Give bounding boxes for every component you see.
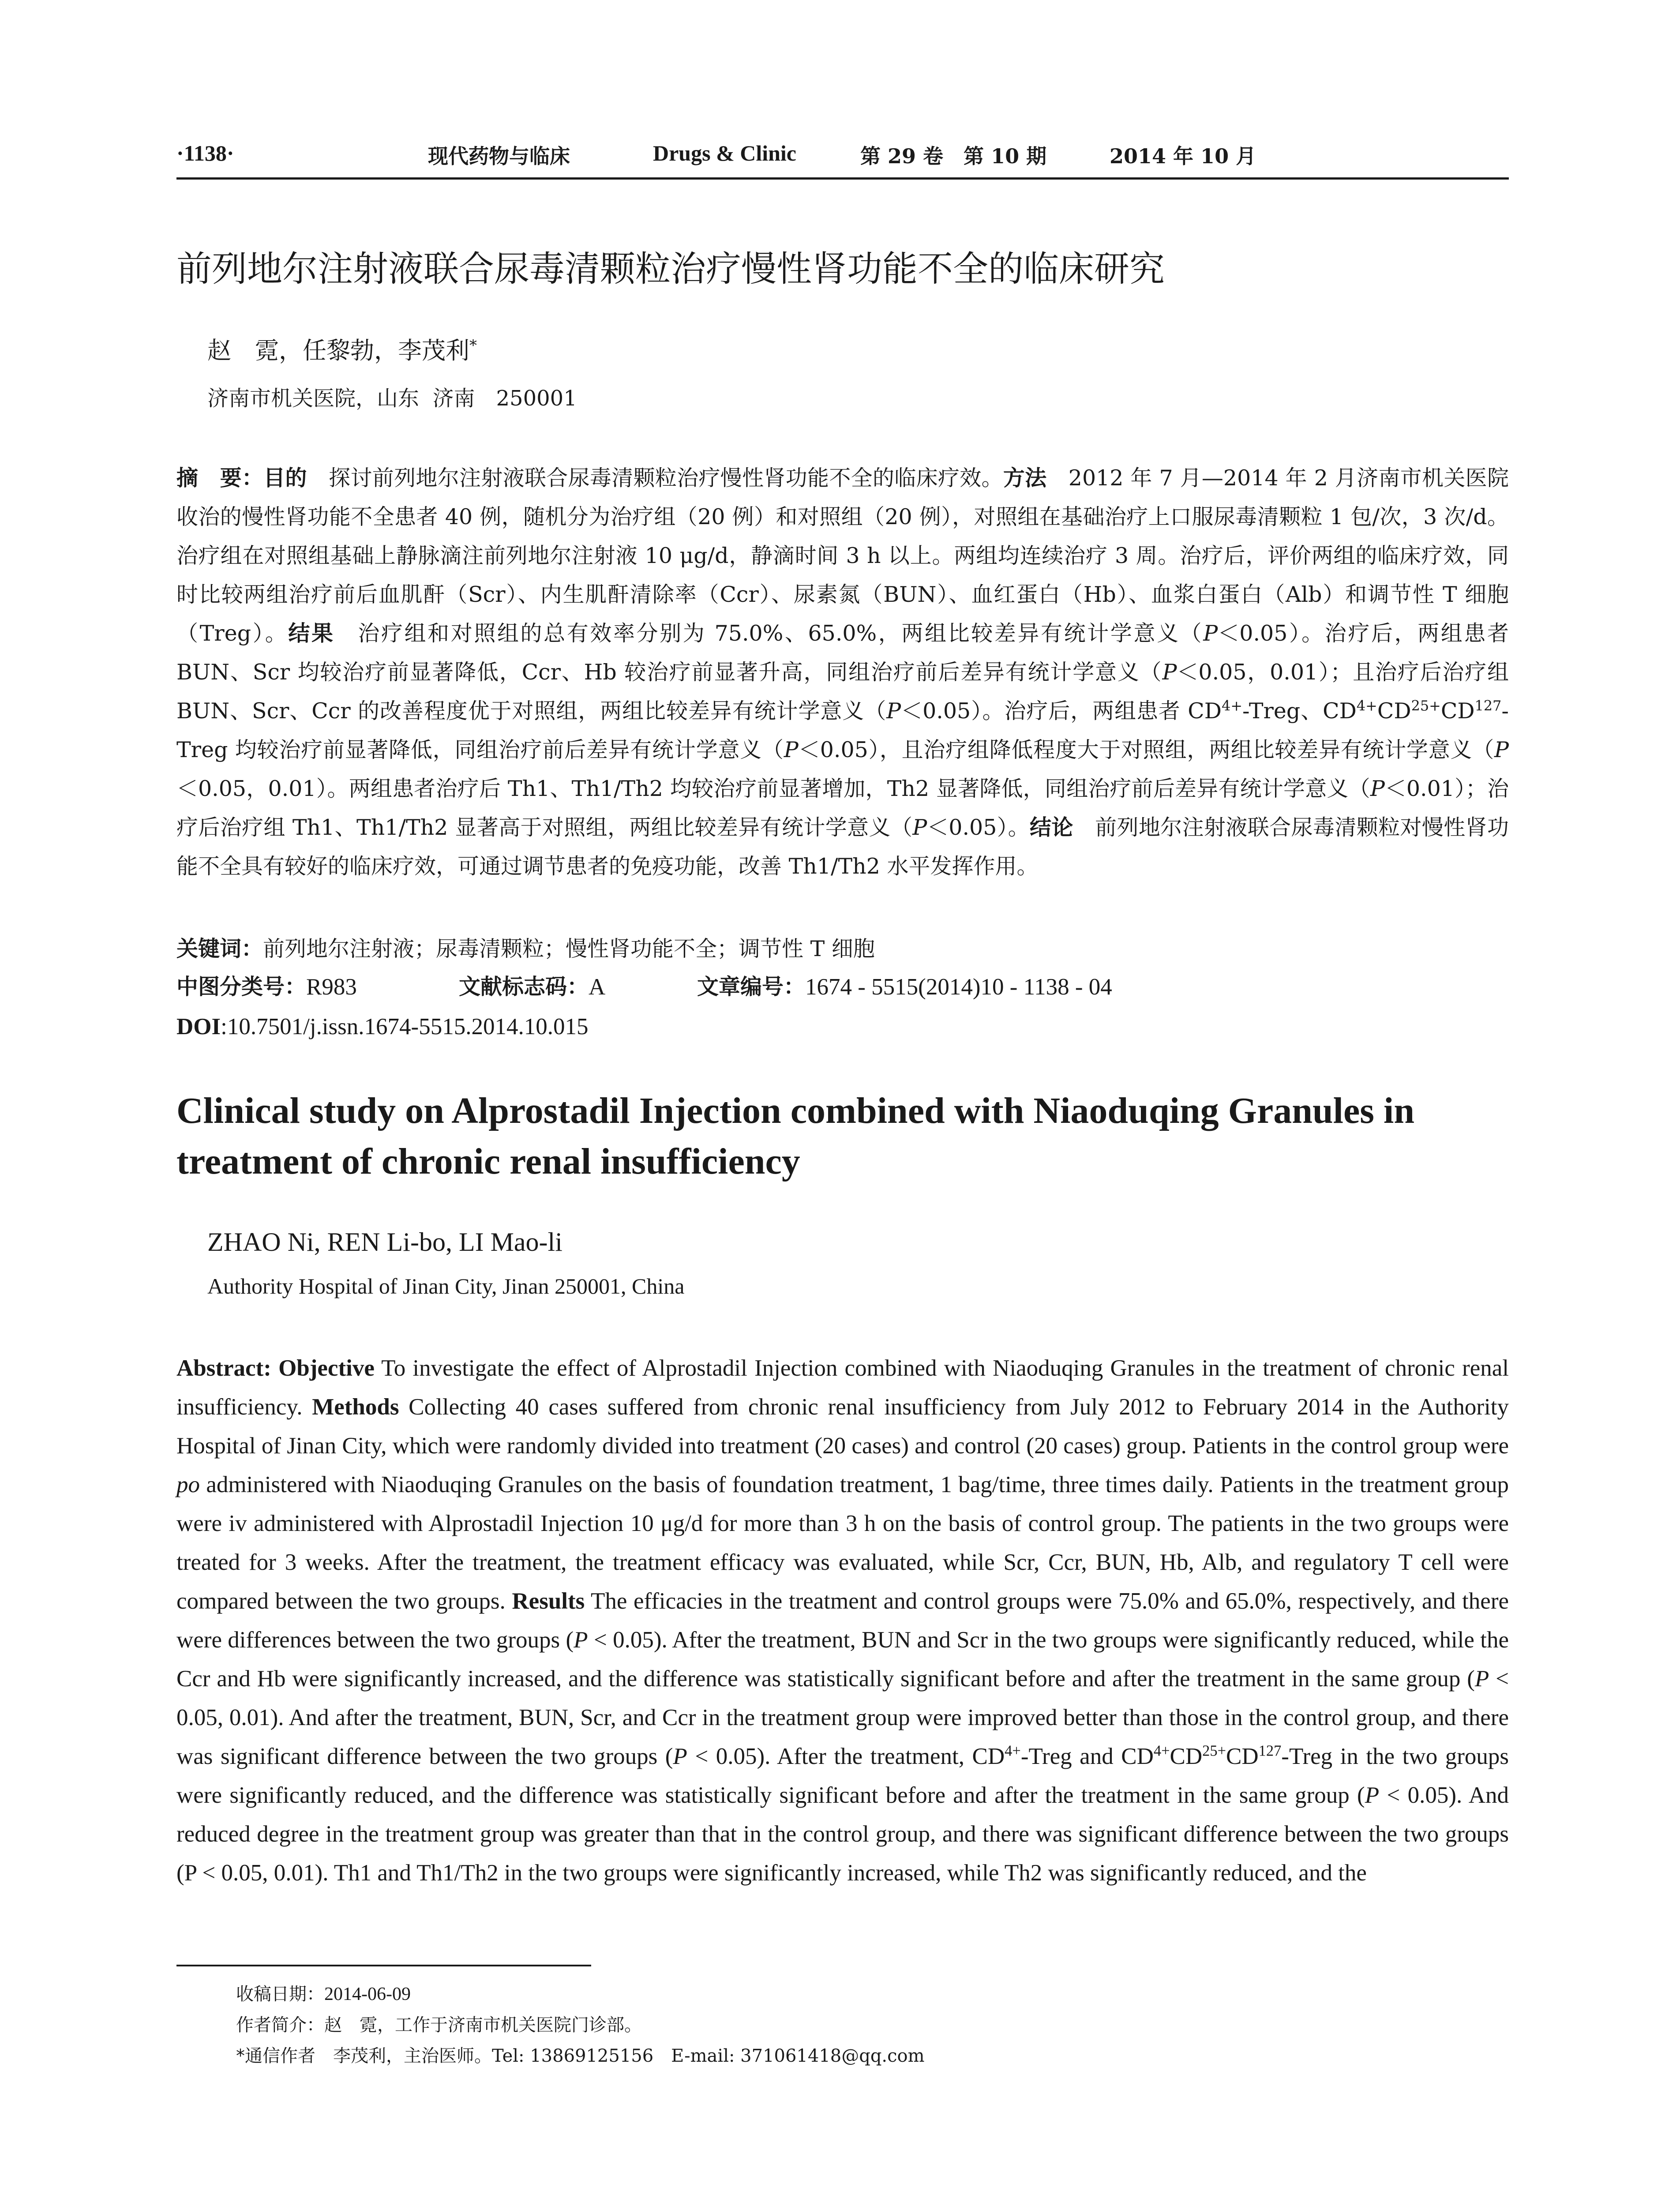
- cn-results-text: ＜0.05），且治疗组降低程度大于对照组，两组比较差异有统计学意义（: [798, 737, 1494, 762]
- p-symbol: P: [1494, 737, 1509, 762]
- article-no-field: [697, 969, 1112, 1005]
- page-number: ·1138·: [176, 141, 234, 165]
- issue-date: 2014 年 10 月: [1110, 144, 1256, 168]
- bio-label: 作者简介：: [236, 2015, 324, 2035]
- cn-results-text: -Treg 均较治疗前显著降低，同组治疗前后差异有统计学意义（: [176, 698, 1509, 762]
- received-date: 2014-06-09: [324, 1984, 411, 2004]
- cn-conclusion-label: 结论: [1030, 815, 1073, 840]
- header-rule: [176, 177, 1509, 180]
- superscript: 127: [1474, 697, 1502, 714]
- p-symbol: P: [912, 815, 927, 840]
- cn-affiliation: 济南市机关医院，山东 济南 250001: [207, 386, 577, 411]
- cn-abstract: [176, 459, 1509, 886]
- en-authors: ZHAO Ni, REN Li-bo, LI Mao-li: [207, 1227, 562, 1257]
- journal-name-en: Drugs & Clinic: [653, 141, 796, 165]
- p-symbol: P: [1365, 1782, 1380, 1808]
- en-results-label: Results: [512, 1588, 585, 1614]
- superscript: 4+: [1005, 1742, 1021, 1760]
- p-symbol: P: [1370, 776, 1385, 801]
- running-header: [176, 140, 1509, 171]
- corresponding-text: 李茂利，主治医师。Tel: 13869125156 E-mail: 371061418@qq.com: [315, 2046, 925, 2066]
- p-symbol: P: [784, 737, 799, 762]
- en-methods-label: Methods: [312, 1394, 399, 1420]
- superscript: 4+: [1153, 1742, 1170, 1760]
- superscript: 4+: [1356, 697, 1377, 714]
- en-abstract-label: Abstract:: [176, 1355, 271, 1381]
- en-results-text: < 0.05). And reduced degree in the treatment group was greater than that in the control group, and there was significant difference between the two groups (P < 0.05, 0.01). Th1 and Th1/Th2 in the two groups were significantly increased, while Th2 was significantly reduced, and the: [176, 1782, 1509, 1886]
- en-results-text: The efficacies in the treatment and control groups were 75.0% and 65.0%, respectively, and there were differences between the two groups (: [176, 1588, 1509, 1653]
- clc-field: [176, 969, 357, 1005]
- superscript: 127: [1258, 1742, 1282, 1760]
- en-results-text: < 0.05, 0.01). And after the treatment, BUN, Scr, and Ccr in the treatment group were improved better than those in the control group, and there was significant difference between the two groups (: [176, 1666, 1509, 1769]
- en-objective-label: Objective: [278, 1355, 375, 1381]
- en-abstract: [176, 1349, 1509, 1892]
- doi-label: DOI: [176, 1014, 221, 1039]
- cn-results-text: ＜0.05，0.01）；且治疗后治疗组 BUN、Scr、Ccr 的改善程度优于对照组，两组比较差异有统计学意义（: [176, 660, 1509, 724]
- footnote-corresponding: [236, 2043, 925, 2069]
- en-methods-text: administered with Niaoduqing Granules on the basis of foundation treatment, 1 bag/time, three times daily. Patients in the treatment group were iv administered with Alprostadil Injection 10 μg/d for more than 3 h on the basis of control group. The patients in the two groups were treated for 3 weeks. After the treatment, the treatment efficacy was evaluated, while Scr, Ccr, BUN, Hb, Alb, and regulatory T cell were compared between the two groups.: [176, 1472, 1509, 1614]
- p-symbol: P: [1203, 621, 1218, 646]
- bio-text: 赵 霓，工作于济南市机关医院门诊部。: [324, 2015, 642, 2035]
- article-no-value: 1674 - 5515(2014)10 - 1138 - 04: [805, 974, 1112, 1000]
- clc-value: R983: [306, 974, 357, 1000]
- received-label: 收稿日期：: [236, 1984, 324, 2004]
- clc-label: 中图分类号：: [176, 974, 307, 999]
- po-term: po: [176, 1472, 200, 1497]
- en-results-text: CD: [1226, 1744, 1259, 1769]
- cn-keywords: [176, 930, 1509, 968]
- article-no-label: 文章编号：: [697, 974, 806, 999]
- en-results-text: < 0.05). After the treatment, CD: [687, 1744, 1005, 1769]
- corresponding-mark: *: [469, 337, 477, 354]
- cn-results-text: CD: [1440, 698, 1475, 724]
- cn-results-text: ＜0.01）；治疗后治疗组 Th1、Th1/Th2 显著高于对照组，两组比较差异有统计学意义（: [176, 776, 1509, 840]
- cn-authors: [207, 333, 477, 368]
- p-symbol: P: [673, 1744, 687, 1769]
- cn-abstract-label: 摘 要：: [176, 465, 264, 491]
- doi-value[interactable]: :10.7501/j.issn.1674-5515.2014.10.015: [221, 1014, 589, 1039]
- footnote-received: [236, 1981, 411, 2007]
- cn-results-text: -Treg、CD: [1242, 698, 1357, 724]
- cn-results-text: 治疗组和对照组的总有效率分别为 75.0%、65.0%，两组比较差异有统计学意义（: [334, 621, 1204, 646]
- p-symbol: P: [1474, 1666, 1489, 1692]
- footnote-rule: [176, 1965, 591, 1966]
- cn-keywords-label: 关键词：: [176, 936, 263, 961]
- cn-objective-label: 目的: [263, 465, 307, 491]
- journal-name-cn: 现代药物与临床: [428, 144, 570, 168]
- p-symbol: P: [574, 1627, 588, 1653]
- en-objective-text: To investigate the effect of Alprostadil Injection combined with Niaoduqing Granules in the treatment of chronic renal insufficiency.: [176, 1355, 1509, 1420]
- cn-objective-text: 探讨前列地尔注射液联合尿毒清颗粒治疗慢性肾功能不全的临床疗效。: [307, 465, 1003, 491]
- en-results-text: < 0.05). After the treatment, BUN and Scr in the two groups were significantly reduced, while the Ccr and Hb were significantly increased, and the difference was statistically significant before and after the treatment in the same group (: [176, 1627, 1509, 1692]
- en-affiliation: Authority Hospital of Jinan City, Jinan 250001, China: [207, 1274, 685, 1298]
- en-results-text: CD: [1170, 1744, 1203, 1769]
- cn-results-text: ＜0.05）。治疗后，两组患者 BUN、Scr 均较治疗前显著降低，Ccr、Hb 较治疗前显著升高，同组治疗前后差异有统计学意义（: [176, 621, 1509, 685]
- superscript: 4+: [1222, 697, 1243, 714]
- superscript: 25+: [1411, 697, 1441, 714]
- en-results-text: -Treg and CD: [1020, 1744, 1154, 1769]
- cn-conclusion-text: 前列地尔注射液联合尿毒清颗粒对慢性肾功能不全具有较好的临床疗效，可通过调节患者的免疫功能，改善 Th1/Th2 水平发挥作用。: [176, 815, 1509, 879]
- doc-code-field: [459, 969, 606, 1005]
- en-methods-text: Collecting 40 cases suffered from chronic renal insufficiency from July 2012 to February 2014 in the Authority Hospital of Jinan City, which were randomly divided into treatment (20 cases) and control (20 cases) group. Patients in the control group were: [176, 1394, 1509, 1459]
- p-symbol: P: [1162, 660, 1177, 685]
- cn-title: 前列地尔注射液联合尿毒清颗粒治疗慢性肾功能不全的临床研究: [176, 248, 1165, 289]
- superscript: 25+: [1202, 1742, 1226, 1760]
- cn-methods-label: 方法: [1003, 465, 1047, 491]
- cn-results-text: ＜0.05）。治疗后，两组患者 CD: [901, 698, 1222, 724]
- en-title: Clinical study on Alprostadil Injection combined with Niaoduqing Granules in treatment of chronic renal insufficiency: [176, 1090, 1415, 1182]
- p-symbol: P: [886, 698, 901, 724]
- cn-results-text: CD: [1377, 698, 1411, 724]
- footnote-author-bio: [236, 2012, 642, 2038]
- corresponding-label: *通信作者: [236, 2046, 315, 2066]
- volume-issue: 第 29 卷 第 10 期: [860, 144, 1047, 168]
- cn-results-text: ＜0.05，0.01）。两组患者治疗后 Th1、Th1/Th2 均较治疗前显著增加，Th2 显著降低，同组治疗前后差异有统计学意义（: [176, 776, 1370, 801]
- en-results-text: -Treg in the two groups were significantly reduced, and the difference was statistically significant before and after the treatment in the same group (: [176, 1744, 1509, 1808]
- cn-results-text: ＜0.05）。: [927, 815, 1030, 840]
- doc-code-value: A: [589, 974, 606, 1000]
- cn-author-names: 赵 霓，任黎勃，李茂利: [207, 337, 469, 364]
- cn-keywords-text: 前列地尔注射液；尿毒清颗粒；慢性肾功能不全；调节性 T 细胞: [263, 936, 875, 961]
- doi-row: [176, 1009, 588, 1044]
- doc-code-label: 文献标志码：: [459, 974, 589, 999]
- cn-methods-text: 2012 年 7 月—2014 年 2 月济南市机关医院收治的慢性肾功能不全患者 40 例，随机分为治疗组（20 例）和对照组（20 例），对照组在基础治疗上口服尿毒清颗粒 1 包/次，3 次/d。治疗组在对照组基础上静脉滴注前列地尔注射液 10 μg/d，静滴时间 3 h 以上。两组均连续治疗 3 周。治疗后，评价两组的临床疗效，同时比较两组治疗前后血肌酐（Scr）、内生肌酐清除率（Ccr）、尿素氮（BUN）、血红蛋白（Hb）、血浆白蛋白（Alb）和调节性 T 细胞（Treg）。: [176, 465, 1509, 646]
- cn-results-label: 结果: [288, 621, 335, 646]
